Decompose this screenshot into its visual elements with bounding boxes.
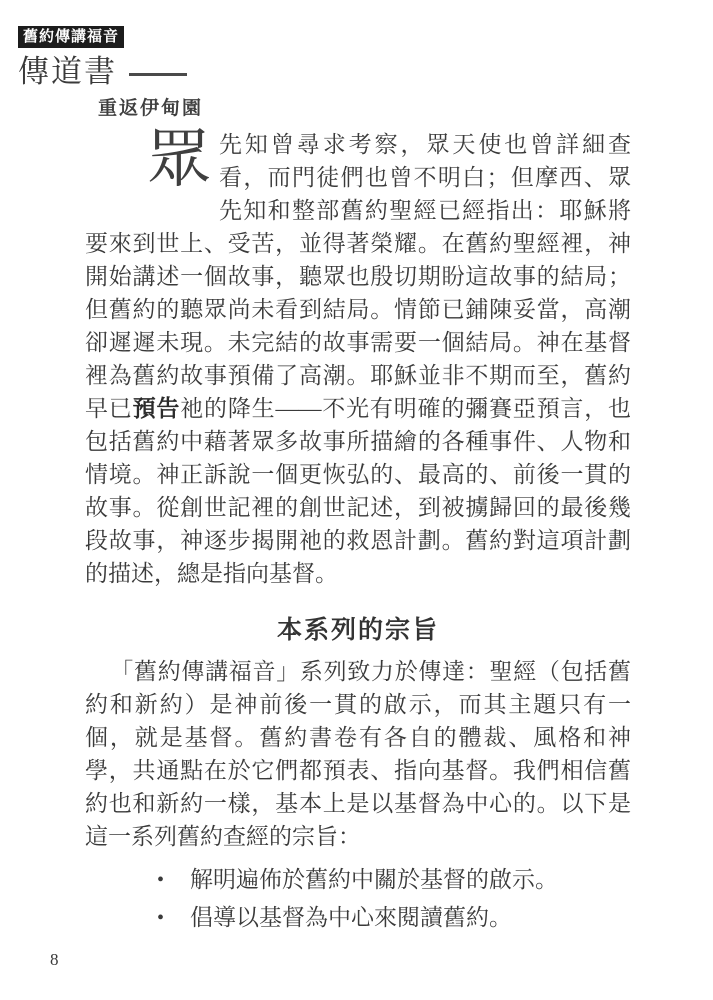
list-item <box>85 861 631 899</box>
purpose-bullet-list <box>85 861 631 937</box>
list-item <box>85 899 631 937</box>
bullet-text: 倡導以基督為中心來閱讀舊約。 <box>190 905 512 930</box>
intro-paragraph-bold-term: 預告 <box>132 396 181 421</box>
bullet-text: 解明遍佈於舊約中關於基督的啟示。 <box>190 867 558 892</box>
title-dash-rule <box>129 73 187 76</box>
book-subtitle: 重返伊甸園 <box>98 98 204 119</box>
dropcap-character: 眾 <box>147 124 211 195</box>
intro-paragraph-text-2: 祂的降生——不光有明確的彌賽亞預言，也包括舊約中藉著眾多故事所描繪的各種事件、人物和情境。神正訴說一個更恢弘的、最高的、前後一貫的故事。從創世記裡的創世記述，到被擄歸回的最後幾段故事，神逐步揭開祂的救恩計劃。舊約對這項計劃的描述，總是指向基督。 <box>85 396 632 586</box>
series-badge: 舊約傳講福音 <box>18 26 124 48</box>
bullet-icon: • <box>157 907 165 929</box>
section-heading: 本系列的宗旨 <box>276 617 439 644</box>
page-number: 8 <box>50 950 59 969</box>
title-row <box>18 55 203 89</box>
bullet-icon: • <box>157 869 165 891</box>
intro-paragraph <box>85 124 632 590</box>
book-title: 傳道書 <box>18 54 117 89</box>
intro-paragraph-text-1: 先知曾尋求考察，眾天使也曾詳細查看，而門徒們也曾不明白；但摩西、眾先知和整部舊約聖經已經指出：耶穌將要來到世上、受苦，並得著榮耀。在舊約聖經裡，神開始講述一個故事，聽眾也殷切期盼這故事的結局；但舊約的聽眾尚未看到結局。情節已鋪陳妥當，高潮卻遲遲未現。未完結的故事需要一個結局。神在基督裡為舊約故事預備了高潮。耶穌並非不期而至，舊約早已 <box>85 132 631 421</box>
page-header <box>18 26 203 120</box>
text-column <box>85 124 632 937</box>
series-purpose-paragraph: 「舊約傳講福音」系列致力於傳達：聖經（包括舊約和新約）是神前後一貫的啟示，而其主題只有一個，就是基督。舊約書卷有各自的體裁、風格和神學，共通點在於它們都預表、指向基督。我們相信舊約也和新約一樣，基本上是以基督為中心的。以下是這一系列舊約查經的宗旨： <box>85 659 631 849</box>
